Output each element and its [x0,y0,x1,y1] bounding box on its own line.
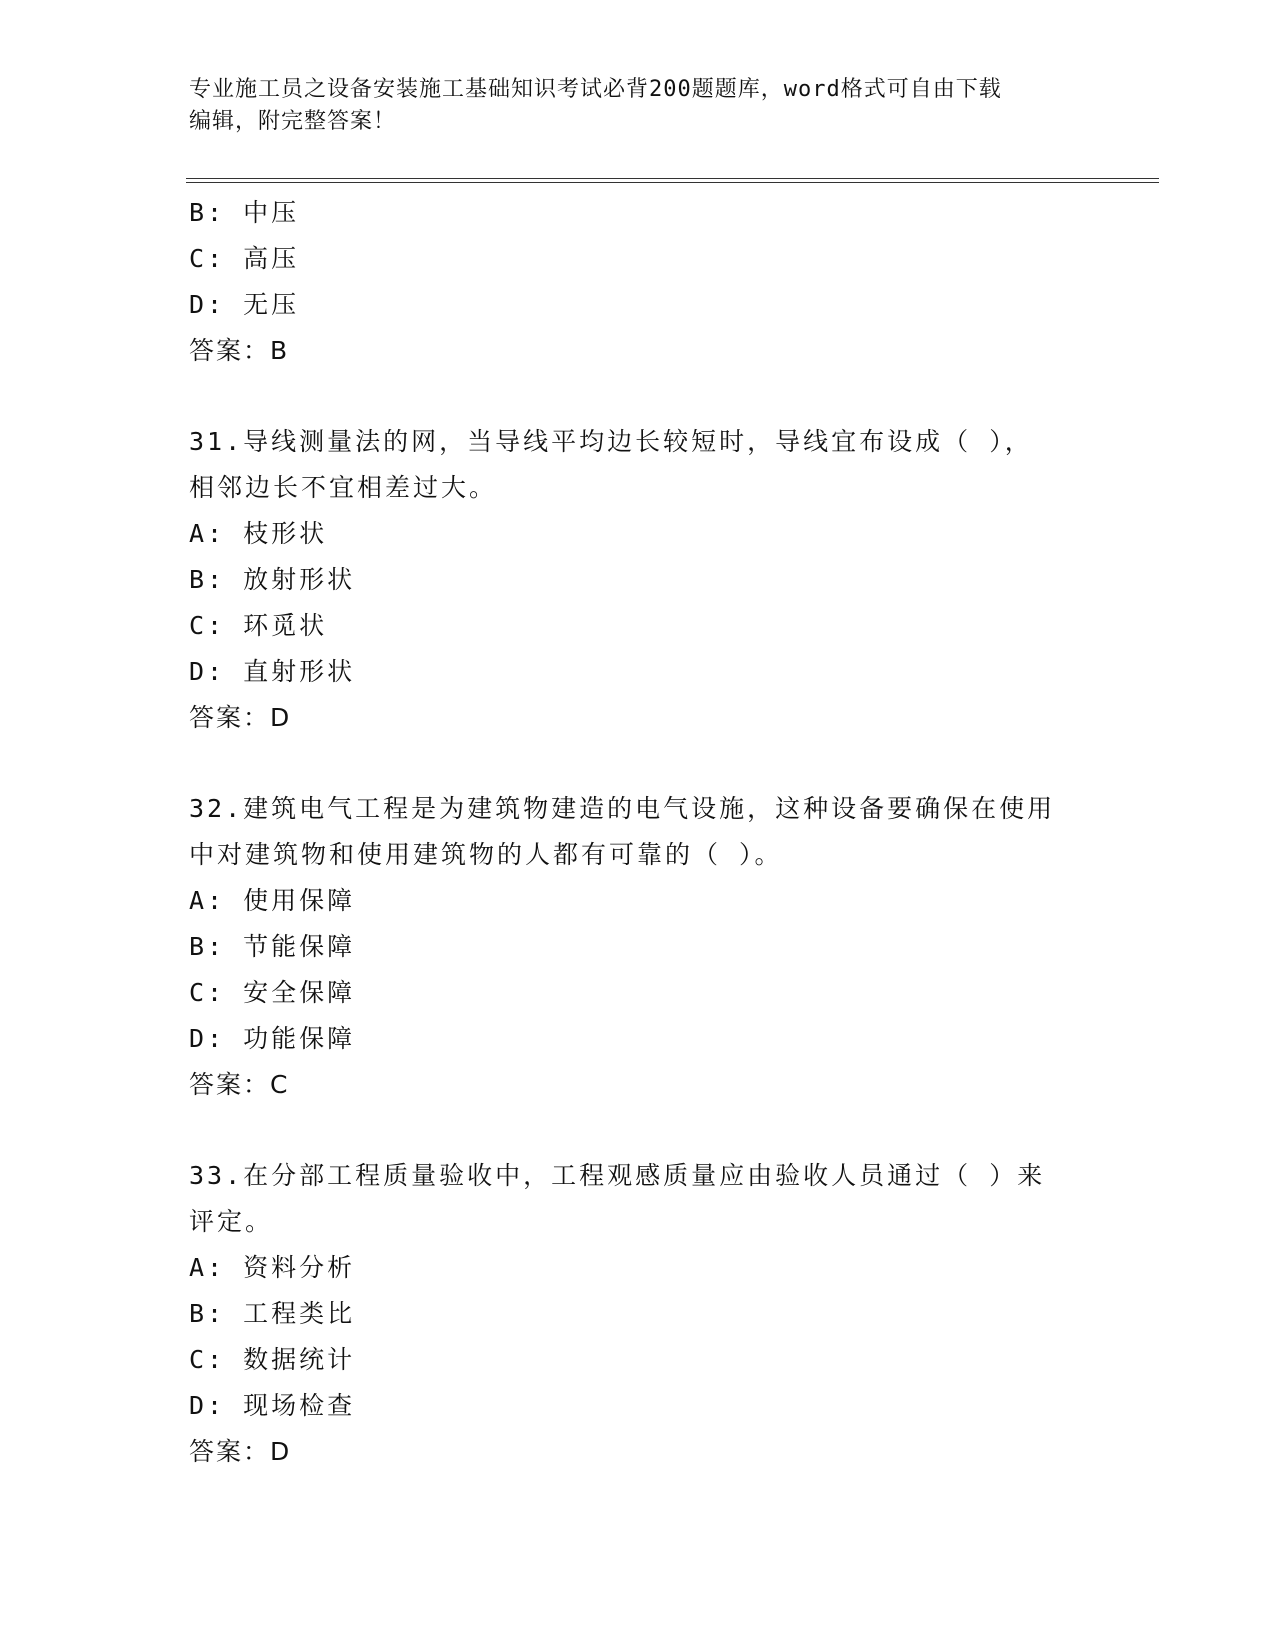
option-a [189,511,1089,557]
option-d [189,649,1089,695]
option-b [189,924,1089,970]
header-title-line-1: 专业施工员之设备安装施工基础知识考试必背200题题库，word格式可自由下载 [189,77,1002,102]
option-c [189,1337,1089,1383]
option-text: 环觅状 [243,611,328,640]
question-text-line-1: 31.导线测量法的网，当导线平均边长较短时，导线宜布设成（ ）， [189,427,1033,456]
option-text: 资料分析 [243,1253,356,1282]
question-text-line-1: 32.建筑电气工程是为建筑物建造的电气设施，这种设备要确保在使用 [189,794,1056,823]
option-b [189,557,1089,603]
option-c [189,236,1089,282]
option-text: 直射形状 [243,657,356,686]
option-d [189,1383,1089,1429]
option-text: 无压 [243,290,300,319]
option-letter: A: [189,1253,226,1282]
question-text-line-2: 评定。 [189,1207,274,1236]
option-text: 安全保障 [243,978,356,1007]
answer-line: 答案：D [189,703,292,732]
option-letter: C: [189,244,226,273]
option-text: 放射形状 [243,565,356,594]
prev-question [189,190,1089,374]
option-letter: D: [189,1391,226,1420]
option-letter: B: [189,198,226,227]
option-text: 数据统计 [243,1345,356,1374]
option-text: 工程类比 [243,1299,356,1328]
question-text-line-1: 33.在分部工程质量验收中，工程观感质量应由验收人员通过（ ）来 [189,1161,1046,1190]
option-letter: D: [189,657,226,686]
answer-line: 答案：B [189,336,290,365]
option-text: 现场检查 [243,1391,356,1420]
document-body [189,190,1089,1475]
header-title-line-2: 编辑，附完整答案！ [189,109,397,134]
header-divider [186,178,1159,183]
question-33 [189,1153,1089,1475]
option-letter: C: [189,978,226,1007]
option-a [189,1245,1089,1291]
question-32 [189,786,1089,1108]
option-c [189,970,1089,1016]
option-text: 高压 [243,244,300,273]
question-31 [189,419,1089,741]
option-text: 功能保障 [243,1024,356,1053]
option-text: 节能保障 [243,932,356,961]
option-text: 枝形状 [243,519,328,548]
option-c [189,603,1089,649]
option-d [189,282,1089,328]
option-letter: D: [189,1024,226,1053]
option-letter: C: [189,611,226,640]
option-a [189,878,1089,924]
option-letter: B: [189,932,226,961]
question-text-line-2: 相邻边长不宜相差过大。 [189,473,498,502]
option-letter: A: [189,886,226,915]
option-text: 使用保障 [243,886,356,915]
answer-line: 答案：D [189,1437,292,1466]
option-b [189,190,1089,236]
question-text-line-2: 中对建筑物和使用建筑物的人都有可靠的（ ）。 [189,840,783,869]
option-letter: A: [189,519,226,548]
option-text: 中压 [243,198,300,227]
option-letter: D: [189,290,226,319]
option-d [189,1016,1089,1062]
answer-line: 答案：C [189,1070,290,1099]
option-letter: B: [189,565,226,594]
page-header [189,74,1089,138]
option-b [189,1291,1089,1337]
option-letter: C: [189,1345,226,1374]
option-letter: B: [189,1299,226,1328]
